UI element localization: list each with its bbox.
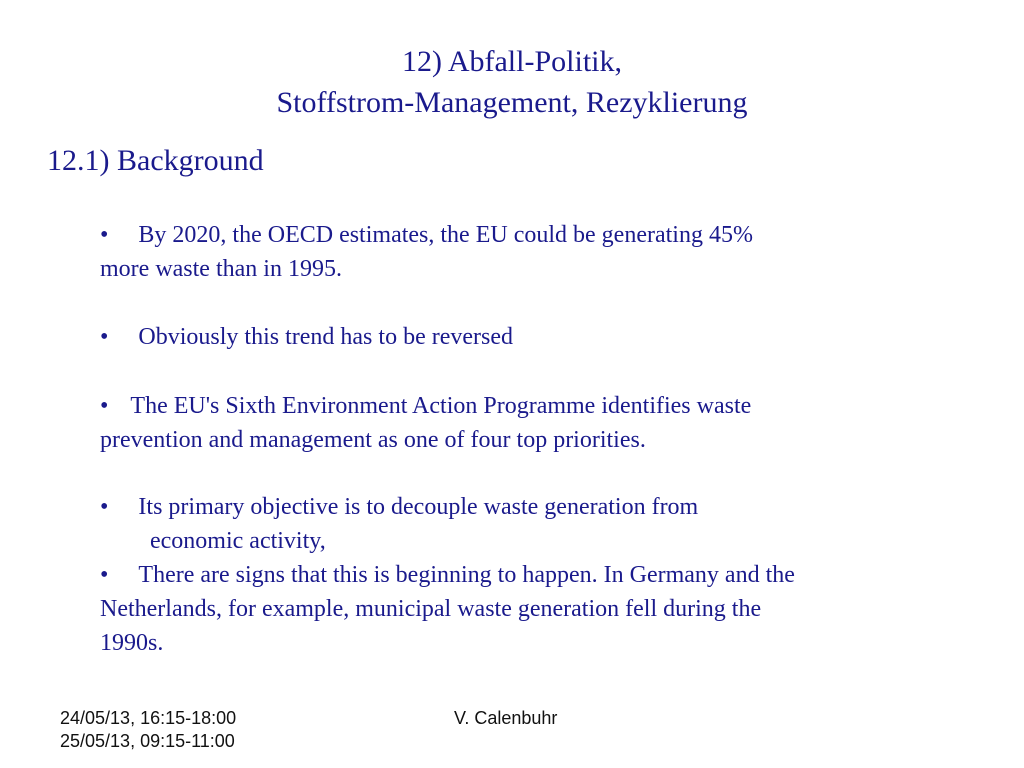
- footer-author: V. Calenbuhr: [454, 708, 558, 728]
- title-line-2: Stoffstrom-Management, Rezyklierung: [276, 86, 748, 119]
- bullet-5-text: There are signs that this is beginning to happen. In Germany and the: [138, 562, 795, 588]
- bullet-4: [100, 490, 940, 558]
- bullet-5: [100, 558, 940, 660]
- bullet-4-mark: •: [100, 494, 109, 520]
- bullet-1-mark: •: [100, 222, 109, 248]
- bullet-2-text: Obviously this trend has to be reversed: [138, 324, 513, 350]
- footer-date-2: 25/05/13, 09:15-11:00: [60, 731, 235, 751]
- bullet-2: [100, 320, 940, 354]
- bullet-3: [100, 389, 940, 457]
- bullet-4-cont: economic activity,: [150, 528, 326, 554]
- bullet-4-text: Its primary objective is to decouple waste generation from: [138, 494, 699, 520]
- title-line-1: 12) Abfall-Politik,: [402, 45, 622, 78]
- bullet-5-cont2: 1990s.: [100, 630, 164, 656]
- section-heading: 12.1) Background: [47, 144, 264, 177]
- bullet-5-mark: •: [100, 562, 109, 588]
- bullet-5-cont: Netherlands, for example, municipal waste generation fell during the: [100, 596, 762, 622]
- bullet-3-cont: prevention and management as one of four top priorities.: [100, 427, 646, 453]
- bullet-1-text: By 2020, the OECD estimates, the EU could be generating 45%: [138, 222, 753, 248]
- bullet-3-text: The EU's Sixth Environment Action Programme identifies waste: [130, 393, 752, 419]
- bullet-3-mark: •: [100, 393, 109, 419]
- footer-date-1: 24/05/13, 16:15-18:00: [60, 708, 237, 728]
- bullet-2-mark: •: [100, 324, 109, 350]
- bullet-1-cont: more waste than in 1995.: [100, 256, 342, 282]
- bullet-1: [100, 218, 940, 286]
